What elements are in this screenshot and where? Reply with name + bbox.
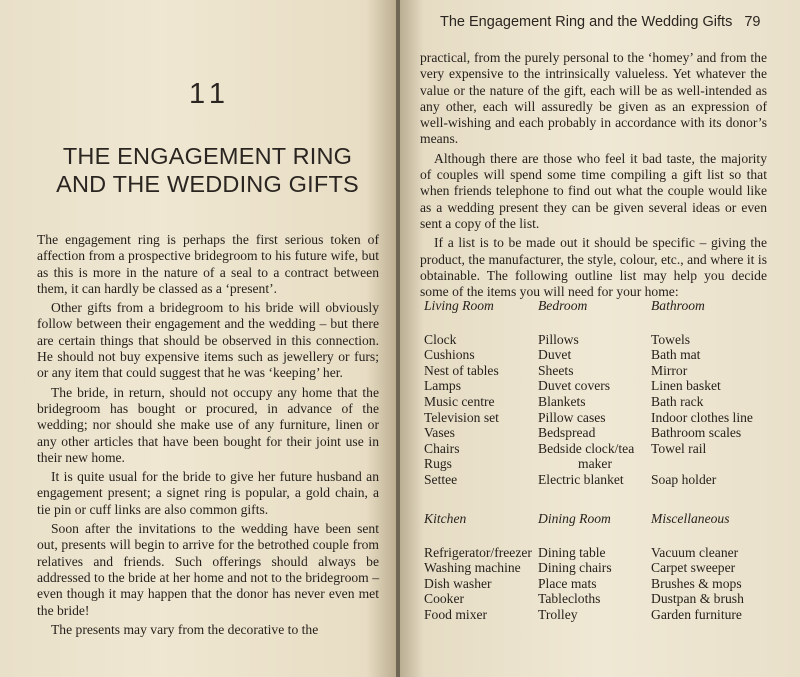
list-item: Garden furniture xyxy=(651,606,742,622)
list-item: Bath mat xyxy=(651,347,701,363)
list-item: Carpet sweeper xyxy=(651,560,736,576)
list-bedroom xyxy=(538,298,651,488)
paragraph: The presents may vary from the decorative to the xyxy=(51,621,319,637)
list-heading: Dining Room xyxy=(538,511,611,526)
chapter-title-line: AND THE WEDDING GIFTS xyxy=(56,171,359,197)
list-item: Soap holder xyxy=(651,471,717,487)
list-item: Chairs xyxy=(424,440,460,456)
list-item: Sheets xyxy=(538,362,574,378)
paragraph: Other gifts from a bridegroom to his bride will obviously follow between their engagement and the wedding – but there are certain things that should be observed in this connection. He should not buy expensive items such as jewellery or furs; or any item that could suggest that he was ‘keeping’ her. xyxy=(37,300,379,381)
paragraph: The bride, in return, should not occupy any home that the bridegroom has bought or procured, in advance of the wedding; nor should she make use of any furniture, linen or any other articles that have been bought for their joint use in their new home. xyxy=(37,384,379,465)
paragraph: The engagement ring is perhaps the first serious token of affection from a prospective bridegroom to his future wife, but as this is more in the nature of a seal to a contract between them, it can hardly be classed as a ‘present’. xyxy=(37,232,379,296)
list-item: Brushes & mops xyxy=(651,575,742,591)
list-item: Cooker xyxy=(424,591,465,607)
list-dining-room xyxy=(538,511,651,623)
list-item: Clock xyxy=(424,331,457,347)
list-item: Music centre xyxy=(424,393,495,409)
list-item: Duvet covers xyxy=(538,378,611,394)
left-page xyxy=(0,0,398,677)
list-item: Nest of tables xyxy=(424,362,499,378)
list-item: Mirror xyxy=(651,362,688,378)
chapter-title xyxy=(40,142,375,198)
list-item: Food mixer xyxy=(424,606,488,622)
page-number: 79 xyxy=(744,14,761,30)
list-item: Dining chairs xyxy=(538,560,612,576)
list-heading: Bedroom xyxy=(538,298,588,313)
list-living-room xyxy=(424,298,539,488)
list-item: Dustpan & brush xyxy=(651,591,744,607)
list-item: Dish washer xyxy=(424,575,492,591)
list-item: Bathroom scales xyxy=(651,425,742,441)
list-item: Place mats xyxy=(538,575,597,591)
list-kitchen xyxy=(424,511,539,623)
list-item: Linen basket xyxy=(651,378,721,394)
list-heading: Living Room xyxy=(424,298,494,313)
list-item: Television set xyxy=(424,409,499,425)
list-item: Refrigerator/freezer xyxy=(424,544,532,560)
list-heading: Miscellaneous xyxy=(651,511,730,526)
list-item: Settee xyxy=(424,471,458,487)
running-head-title: The Engagement Ring and the Wedding Gifts xyxy=(440,14,733,30)
paragraph: It is quite usual for the bride to give her future husband an engagement present; a signet ring is popular, a gold chain, a tie pin or cuff links are also common gifts. xyxy=(37,469,379,517)
list-item: Tablecloths xyxy=(538,591,601,607)
chapter-number: 11 xyxy=(188,78,232,110)
paragraph: If a list is to be made out it should be specific – giving the product, the manufacturer, the style, colour, etc., and where it is obtainable. The following outline list may help you decide some of the items you will need for your home: xyxy=(420,235,767,300)
list-miscellaneous xyxy=(651,511,776,623)
list-item: Duvet xyxy=(538,347,572,363)
chapter-title-line: THE ENGAGEMENT RING xyxy=(62,143,353,169)
list-item: Towel rail xyxy=(651,440,707,456)
list-item: Washing machine xyxy=(424,560,521,576)
list-item: Pillows xyxy=(538,331,579,347)
list-heading: Bathroom xyxy=(651,298,705,313)
right-body-text xyxy=(420,50,767,303)
paragraph: Soon after the invitations to the wedding have been sent out, presents will begin to arrive for the betrothed couple from relatives and friends. Such offerings should always be addressed to the bride at her home and not to the bridegroom – even though it may happen that the donor has never even met the bride! xyxy=(37,521,379,618)
list-item: Cushions xyxy=(424,347,475,363)
list-item: Bath rack xyxy=(651,393,704,409)
list-item: Pillow cases xyxy=(538,409,606,425)
list-item: Lamps xyxy=(424,378,461,394)
left-body-text xyxy=(37,232,379,641)
list-item-blank xyxy=(651,456,776,472)
running-head xyxy=(440,14,770,30)
list-item: Dining table xyxy=(538,544,606,560)
list-item: Rugs xyxy=(424,456,452,472)
list-item: Blankets xyxy=(538,393,586,409)
list-item: Vacuum cleaner xyxy=(651,544,739,560)
list-heading: Kitchen xyxy=(424,511,467,526)
list-item: Towels xyxy=(651,331,691,347)
list-bathroom xyxy=(651,298,776,488)
list-item-continued xyxy=(538,456,651,472)
list-item: Trolley xyxy=(538,606,578,622)
list-item: Electric blanket xyxy=(538,471,624,487)
list-item: Indoor clothes line xyxy=(651,409,753,425)
list-item-continuation: maker xyxy=(578,456,612,472)
list-item: Vases xyxy=(424,425,455,441)
list-item: Bedside clock/tea xyxy=(538,440,635,456)
paragraph: Although there are those who feel it bad taste, the majority of couples will spend some time compiling a gift list so that when friends telephone to find out what the couple would like as a wedding present they can be given several ideas or even sent a copy of the list. xyxy=(420,150,767,231)
paragraph: practical, from the purely personal to the ‘homey’ and from the very expensive to the intrinsically valueless. Yet whatever the value or the nature of the gift, each will be as well-intended as any other, each will assuredly be given as an expression of well-wishing and each probably in accordance with its donor’s means. xyxy=(420,50,767,147)
list-item: Bedspread xyxy=(538,425,596,441)
